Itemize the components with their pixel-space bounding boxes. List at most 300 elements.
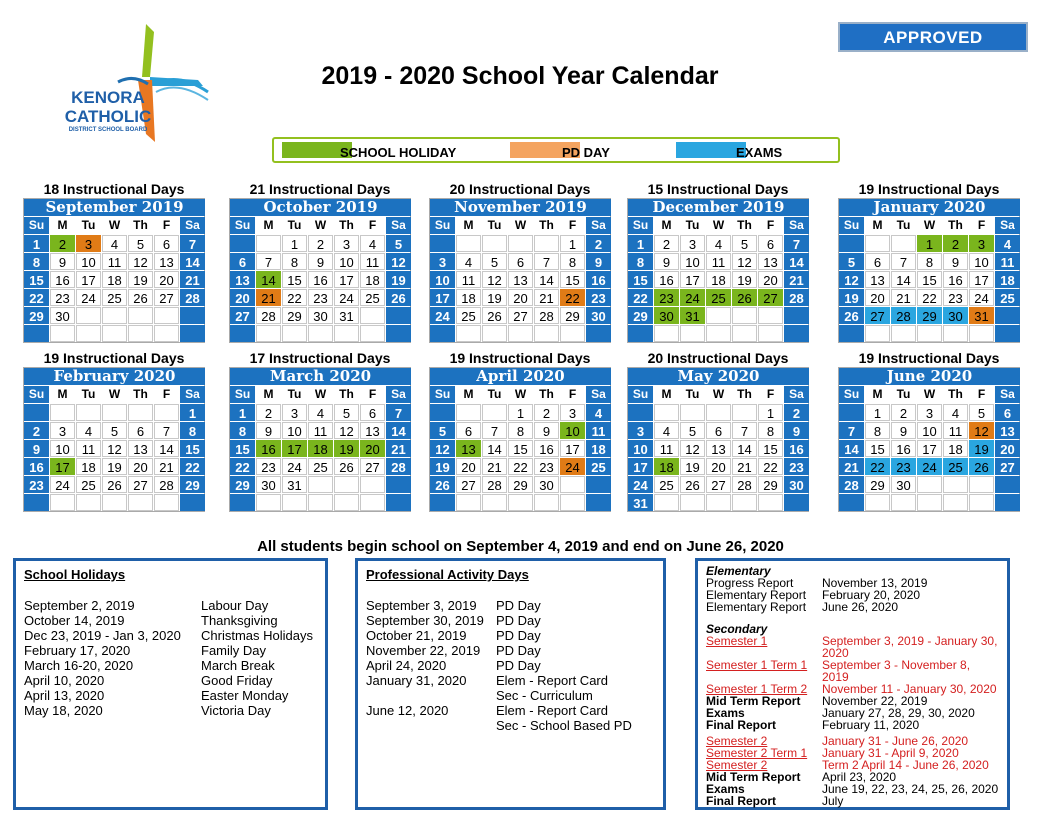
day-cell: 13	[128, 440, 153, 457]
list-item-label	[366, 688, 496, 703]
day-cell	[891, 235, 916, 252]
day-cell: 15	[180, 440, 205, 457]
list-item-label: September 3, 2019	[366, 598, 477, 613]
day-cell	[360, 325, 385, 342]
day-cell: 12	[334, 422, 359, 439]
day-cell	[482, 494, 507, 511]
list-item-label: October 21, 2019	[366, 628, 467, 643]
day-cell: 15	[628, 271, 653, 288]
list-item-value: July	[822, 794, 844, 808]
weekday-header: F	[560, 217, 585, 234]
list-item	[24, 688, 317, 703]
day-cell: 11	[456, 271, 481, 288]
day-cell: 29	[758, 476, 783, 493]
day-cell: 9	[24, 440, 49, 457]
list-item-value: September 3, 2019 - January 30, 2020	[822, 634, 998, 660]
day-cell: 9	[308, 253, 333, 270]
day-cell	[508, 325, 533, 342]
day-cell: 16	[943, 271, 968, 288]
day-cell: 19	[430, 458, 455, 475]
day-cell: 28	[784, 289, 809, 306]
weekday-header: W	[917, 217, 942, 234]
instructional-days-label: 19 Instructional Days	[43, 350, 185, 366]
day-cell: 2	[654, 235, 679, 252]
day-cell: 2	[256, 404, 281, 421]
day-cell: 20	[995, 440, 1020, 457]
day-cell: 22	[230, 458, 255, 475]
day-cell: 1	[282, 235, 307, 252]
day-cell: 16	[256, 440, 281, 457]
month-calendar	[627, 349, 809, 512]
day-cell: 14	[154, 440, 179, 457]
day-cell	[128, 307, 153, 324]
day-cell: 10	[560, 422, 585, 439]
day-cell: 15	[508, 440, 533, 457]
day-cell: 7	[534, 253, 559, 270]
day-cell: 2	[784, 404, 809, 421]
day-cell: 14	[386, 422, 411, 439]
day-cell: 19	[839, 289, 864, 306]
day-cell	[586, 476, 611, 493]
day-cell	[282, 325, 307, 342]
day-cell	[180, 307, 205, 324]
list-item-value: June 19, 22, 23, 24, 25, 26, 2020	[822, 782, 999, 796]
day-cell	[386, 307, 411, 324]
day-cell: 5	[386, 235, 411, 252]
day-cell: 27	[995, 458, 1020, 475]
day-cell: 18	[76, 458, 101, 475]
weekday-header: F	[758, 386, 783, 403]
legend-exams-label: EXAMS	[736, 145, 783, 160]
day-cell	[154, 494, 179, 511]
weekday-header: Sa	[586, 217, 611, 234]
day-cell	[386, 325, 411, 342]
day-cell: 8	[628, 253, 653, 270]
list-item	[366, 703, 655, 718]
day-cell	[102, 494, 127, 511]
instructional-days-label: 17 Instructional Days	[249, 350, 391, 366]
day-cell: 14	[180, 253, 205, 270]
day-cell	[334, 325, 359, 342]
day-cell	[308, 494, 333, 511]
day-cell	[76, 325, 101, 342]
month-calendar	[838, 349, 1020, 512]
day-cell: 17	[969, 271, 994, 288]
day-cell	[50, 404, 75, 421]
weekday-header: F	[758, 217, 783, 234]
day-cell	[360, 476, 385, 493]
month-calendar	[229, 180, 411, 343]
day-cell	[102, 404, 127, 421]
day-cell	[865, 325, 890, 342]
day-cell: 17	[430, 289, 455, 306]
day-cell: 17	[334, 271, 359, 288]
day-cell	[230, 235, 255, 252]
weekday-header: Tu	[482, 386, 507, 403]
day-cell: 7	[482, 422, 507, 439]
instructional-days-label: 15 Instructional Days	[647, 181, 789, 197]
day-cell	[560, 476, 585, 493]
list-item-value: February 11, 2020	[822, 718, 920, 732]
day-cell: 10	[969, 253, 994, 270]
day-cell: 30	[534, 476, 559, 493]
day-cell	[917, 494, 942, 511]
day-cell	[456, 325, 481, 342]
day-cell: 14	[256, 271, 281, 288]
day-cell: 8	[560, 253, 585, 270]
list-item-label: September 2, 2019	[24, 598, 135, 613]
list-item-label	[366, 718, 496, 733]
day-cell: 21	[386, 440, 411, 457]
day-cell	[24, 404, 49, 421]
day-cell: 26	[430, 476, 455, 493]
weekday-header: Sa	[784, 217, 809, 234]
day-cell: 27	[758, 289, 783, 306]
day-cell: 12	[680, 440, 705, 457]
day-cell: 2	[534, 404, 559, 421]
weekday-header: F	[969, 386, 994, 403]
day-cell	[154, 307, 179, 324]
day-cell: 11	[76, 440, 101, 457]
day-cell	[943, 476, 968, 493]
month-title: February 2020	[24, 368, 205, 385]
day-cell: 20	[230, 289, 255, 306]
day-cell: 8	[865, 422, 890, 439]
day-cell: 10	[50, 440, 75, 457]
day-cell: 23	[50, 289, 75, 306]
day-cell: 8	[230, 422, 255, 439]
day-cell: 4	[654, 422, 679, 439]
weekday-header: Su	[839, 217, 864, 234]
day-cell: 23	[256, 458, 281, 475]
weekday-header: Sa	[386, 386, 411, 403]
day-cell: 24	[282, 458, 307, 475]
day-cell: 1	[180, 404, 205, 421]
day-cell: 22	[758, 458, 783, 475]
day-cell: 28	[154, 476, 179, 493]
day-cell: 29	[628, 307, 653, 324]
day-cell: 17	[628, 458, 653, 475]
list-item	[366, 628, 655, 643]
list-item-label: April 13, 2020	[24, 688, 105, 703]
page-title: 2019 - 2020 School Year Calendar	[321, 62, 719, 90]
day-cell: 29	[180, 476, 205, 493]
day-cell: 29	[24, 307, 49, 324]
day-cell	[943, 325, 968, 342]
day-cell: 25	[360, 289, 385, 306]
day-cell: 9	[50, 253, 75, 270]
day-cell: 3	[76, 235, 101, 252]
list-item-label: September 30, 2019	[366, 613, 484, 628]
list-item-value: PD Day	[496, 628, 541, 643]
day-cell: 17	[680, 271, 705, 288]
day-cell: 31	[628, 494, 653, 511]
list-item	[366, 613, 655, 628]
day-cell: 8	[917, 253, 942, 270]
day-cell: 24	[76, 289, 101, 306]
instructional-days-label: 20 Instructional Days	[449, 181, 591, 197]
day-cell: 28	[386, 458, 411, 475]
day-cell	[784, 494, 809, 511]
list-item-value: Thanksgiving	[201, 613, 278, 628]
weekday-header: F	[360, 217, 385, 234]
day-cell: 4	[586, 404, 611, 421]
day-cell	[482, 325, 507, 342]
day-cell: 12	[839, 271, 864, 288]
day-cell: 15	[24, 271, 49, 288]
day-cell	[102, 325, 127, 342]
weekday-header: Th	[334, 217, 359, 234]
day-cell: 16	[586, 271, 611, 288]
weekday-header: W	[917, 386, 942, 403]
day-cell: 24	[334, 289, 359, 306]
day-cell: 4	[102, 235, 127, 252]
day-cell: 20	[456, 458, 481, 475]
day-cell: 19	[969, 440, 994, 457]
list-item-value: September 3 - November 8, 2019	[822, 658, 971, 684]
day-cell: 5	[128, 235, 153, 252]
day-cell	[995, 325, 1020, 342]
list-item	[24, 613, 317, 628]
list-item-value: Elem - Report Card	[496, 703, 608, 718]
list-item-label: January 31, 2020	[366, 673, 467, 688]
reports-box	[695, 558, 1010, 810]
day-cell: 6	[456, 422, 481, 439]
weekday-header: M	[456, 217, 481, 234]
day-cell: 11	[654, 440, 679, 457]
list-item-label: Exams	[706, 706, 745, 720]
day-cell: 15	[917, 271, 942, 288]
term-banner: All students begin school on September 4, 2019 and end on June 26, 2020	[257, 538, 784, 555]
day-cell: 22	[917, 289, 942, 306]
weekday-header: W	[706, 217, 731, 234]
day-cell: 18	[706, 271, 731, 288]
day-cell: 30	[586, 307, 611, 324]
day-cell: 14	[839, 440, 864, 457]
day-cell: 17	[282, 440, 307, 457]
weekday-header: Th	[534, 386, 559, 403]
day-cell: 30	[784, 476, 809, 493]
weekday-header: F	[360, 386, 385, 403]
day-cell: 2	[24, 422, 49, 439]
day-cell: 21	[732, 458, 757, 475]
day-cell	[706, 307, 731, 324]
list-item-value: Sec - Curriculum	[496, 688, 593, 703]
kenora-catholic-logo	[58, 22, 218, 152]
day-cell	[256, 325, 281, 342]
day-cell: 2	[943, 235, 968, 252]
weekday-header: Tu	[680, 386, 705, 403]
month-title: September 2019	[24, 199, 205, 216]
day-cell	[995, 494, 1020, 511]
weekday-header: Su	[230, 386, 255, 403]
instructional-days-label: 18 Instructional Days	[43, 181, 185, 197]
day-cell	[732, 404, 757, 421]
day-cell	[230, 325, 255, 342]
month-calendar	[23, 180, 205, 343]
day-cell: 20	[758, 271, 783, 288]
list-item-value: February 20, 2020	[822, 588, 921, 602]
list-item	[24, 658, 317, 673]
day-cell: 27	[128, 476, 153, 493]
weekday-header: Tu	[282, 386, 307, 403]
day-cell: 21	[534, 289, 559, 306]
day-cell: 23	[784, 458, 809, 475]
day-cell	[154, 404, 179, 421]
day-cell: 11	[102, 253, 127, 270]
weekday-header: Su	[628, 386, 653, 403]
list-item	[24, 628, 317, 643]
day-cell: 30	[50, 307, 75, 324]
logo-text-top: KENORA	[71, 88, 145, 107]
weekday-header: Su	[628, 217, 653, 234]
day-cell	[430, 235, 455, 252]
list-item-label: Mid Term Report	[706, 694, 801, 708]
approved-badge: APPROVED	[838, 22, 1028, 52]
day-cell	[680, 404, 705, 421]
day-cell: 28	[891, 307, 916, 324]
list-item-label: June 12, 2020	[366, 703, 449, 718]
day-cell: 18	[943, 440, 968, 457]
elem-heading: Elementary	[706, 564, 771, 578]
month-calendar	[627, 180, 809, 343]
day-cell	[334, 494, 359, 511]
day-cell: 6	[154, 235, 179, 252]
day-cell: 8	[508, 422, 533, 439]
day-cell: 13	[360, 422, 385, 439]
day-cell	[917, 476, 942, 493]
weekday-header: Tu	[680, 217, 705, 234]
day-cell: 18	[102, 271, 127, 288]
day-cell: 27	[154, 289, 179, 306]
day-cell: 11	[586, 422, 611, 439]
day-cell	[456, 494, 481, 511]
day-cell: 6	[360, 404, 385, 421]
day-cell: 7	[732, 422, 757, 439]
day-cell	[706, 325, 731, 342]
day-cell: 25	[586, 458, 611, 475]
day-cell: 1	[758, 404, 783, 421]
day-cell: 8	[282, 253, 307, 270]
day-cell: 9	[586, 253, 611, 270]
month-calendar	[429, 349, 611, 512]
day-cell	[706, 404, 731, 421]
day-cell: 27	[865, 307, 890, 324]
day-cell	[50, 325, 75, 342]
day-cell: 16	[308, 271, 333, 288]
day-cell: 15	[560, 271, 585, 288]
weekday-header: W	[102, 386, 127, 403]
day-cell: 5	[969, 404, 994, 421]
day-cell: 3	[50, 422, 75, 439]
weekday-header: F	[969, 217, 994, 234]
day-cell: 19	[482, 289, 507, 306]
list-item	[366, 658, 655, 673]
day-cell: 11	[360, 253, 385, 270]
day-cell: 15	[865, 440, 890, 457]
day-cell	[784, 307, 809, 324]
weekday-header: M	[256, 217, 281, 234]
list-item	[706, 659, 999, 683]
day-cell: 7	[839, 422, 864, 439]
day-cell: 25	[76, 476, 101, 493]
day-cell: 20	[865, 289, 890, 306]
day-cell: 29	[508, 476, 533, 493]
list-item-value: Term 2 April 14 - June 26, 2020	[822, 758, 989, 772]
instructional-days-label: 19 Instructional Days	[449, 350, 591, 366]
day-cell	[628, 404, 653, 421]
day-cell	[456, 404, 481, 421]
list-item-value: November 13, 2019	[822, 576, 928, 590]
day-cell: 11	[943, 422, 968, 439]
weekday-header: Tu	[76, 217, 101, 234]
day-cell: 22	[24, 289, 49, 306]
day-cell: 6	[128, 422, 153, 439]
day-cell: 13	[758, 253, 783, 270]
list-item-label: Semester 2	[706, 758, 768, 772]
day-cell: 6	[995, 404, 1020, 421]
list-item-label: February 17, 2020	[24, 643, 131, 658]
day-cell: 1	[560, 235, 585, 252]
instructional-days-label: 21 Instructional Days	[249, 181, 391, 197]
day-cell	[76, 404, 101, 421]
day-cell	[308, 325, 333, 342]
day-cell	[943, 494, 968, 511]
day-cell: 6	[865, 253, 890, 270]
weekday-header: Su	[430, 217, 455, 234]
list-item	[24, 598, 317, 613]
day-cell	[282, 494, 307, 511]
day-cell: 1	[24, 235, 49, 252]
holidays-heading: School Holidays	[24, 567, 126, 582]
day-cell	[128, 325, 153, 342]
day-cell	[586, 325, 611, 342]
weekday-header: Sa	[180, 386, 205, 403]
day-cell: 10	[917, 422, 942, 439]
day-cell	[534, 235, 559, 252]
day-cell	[706, 494, 731, 511]
list-item-value: Christmas Holidays	[201, 628, 313, 643]
day-cell: 5	[680, 422, 705, 439]
day-cell	[482, 404, 507, 421]
day-cell	[76, 307, 101, 324]
weekday-header: F	[154, 217, 179, 234]
weekday-header: M	[50, 386, 75, 403]
day-cell	[456, 235, 481, 252]
month-title: May 2020	[628, 368, 809, 385]
day-cell: 6	[230, 253, 255, 270]
legend-pd-label: PD DAY	[562, 145, 610, 160]
day-cell	[865, 494, 890, 511]
day-cell: 31	[680, 307, 705, 324]
legend-holiday-label: SCHOOL HOLIDAY	[340, 145, 457, 160]
day-cell: 17	[560, 440, 585, 457]
day-cell: 1	[917, 235, 942, 252]
day-cell: 13	[865, 271, 890, 288]
list-item-value: March Break	[201, 658, 275, 673]
list-item-value: June 26, 2020	[822, 600, 899, 614]
list-item	[366, 688, 655, 703]
month-grid	[23, 367, 205, 512]
day-cell: 25	[308, 458, 333, 475]
weekday-header: Th	[943, 386, 968, 403]
day-cell: 2	[50, 235, 75, 252]
day-cell: 23	[891, 458, 916, 475]
weekday-header: Su	[839, 386, 864, 403]
day-cell	[128, 404, 153, 421]
day-cell: 4	[360, 235, 385, 252]
weekday-header: Sa	[586, 386, 611, 403]
